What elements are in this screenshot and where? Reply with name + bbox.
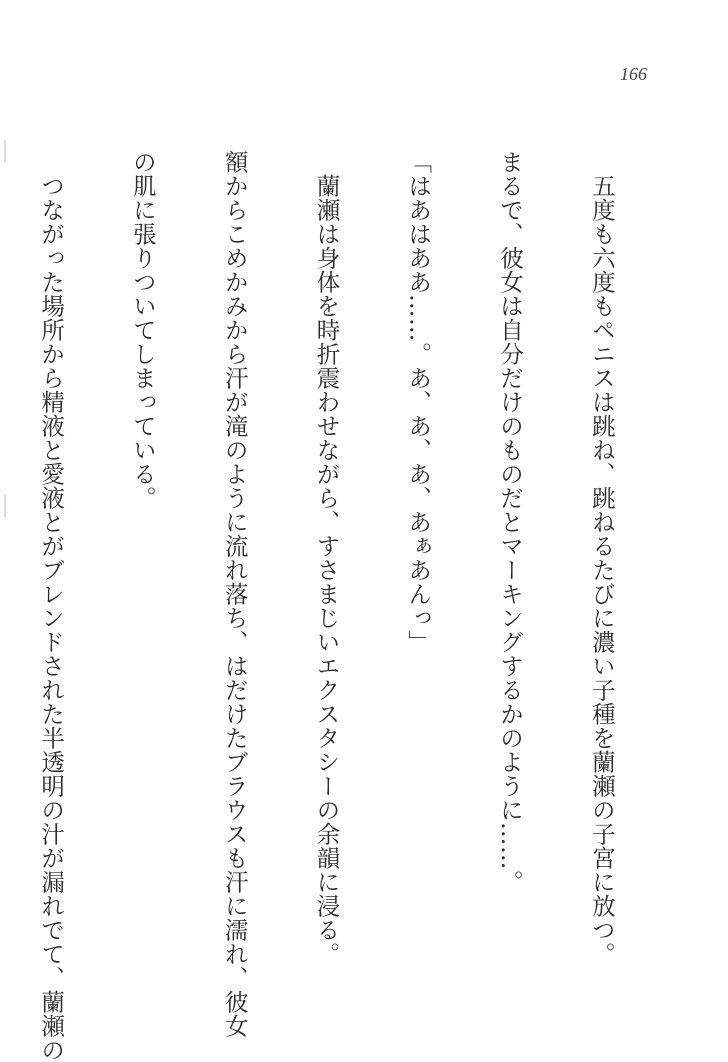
text-line: 「はあはああ……。あ、あ、あ、あぁあんっ」 (404, 150, 433, 654)
text-line: 蘭瀬は身体を時折震わせながら、すさまじいエクスタシーの余韻に浸る。 (312, 150, 341, 966)
text-line: 五度も六度もペニスは跳ね、跳ねるたびに濃い子種を蘭瀬の子宮に放つ。 (587, 150, 616, 966)
text-line: 額からこめかみから汗が滝のように流れ落ち、はだけたブラウスも汗に濡れ、彼女 (220, 150, 249, 1038)
text-line: まるで、彼女は自分だけのものだとマーキングするかのように……。 (496, 150, 525, 894)
text-line: つながった場所から精液と愛液とがブレンドされた半透明の汁が漏れでて、蘭瀬の (37, 150, 66, 1062)
text-line: の肌に張りついてしまっている。 (128, 150, 157, 510)
page-number: 166 (620, 64, 647, 84)
body-text (37, 150, 678, 1062)
